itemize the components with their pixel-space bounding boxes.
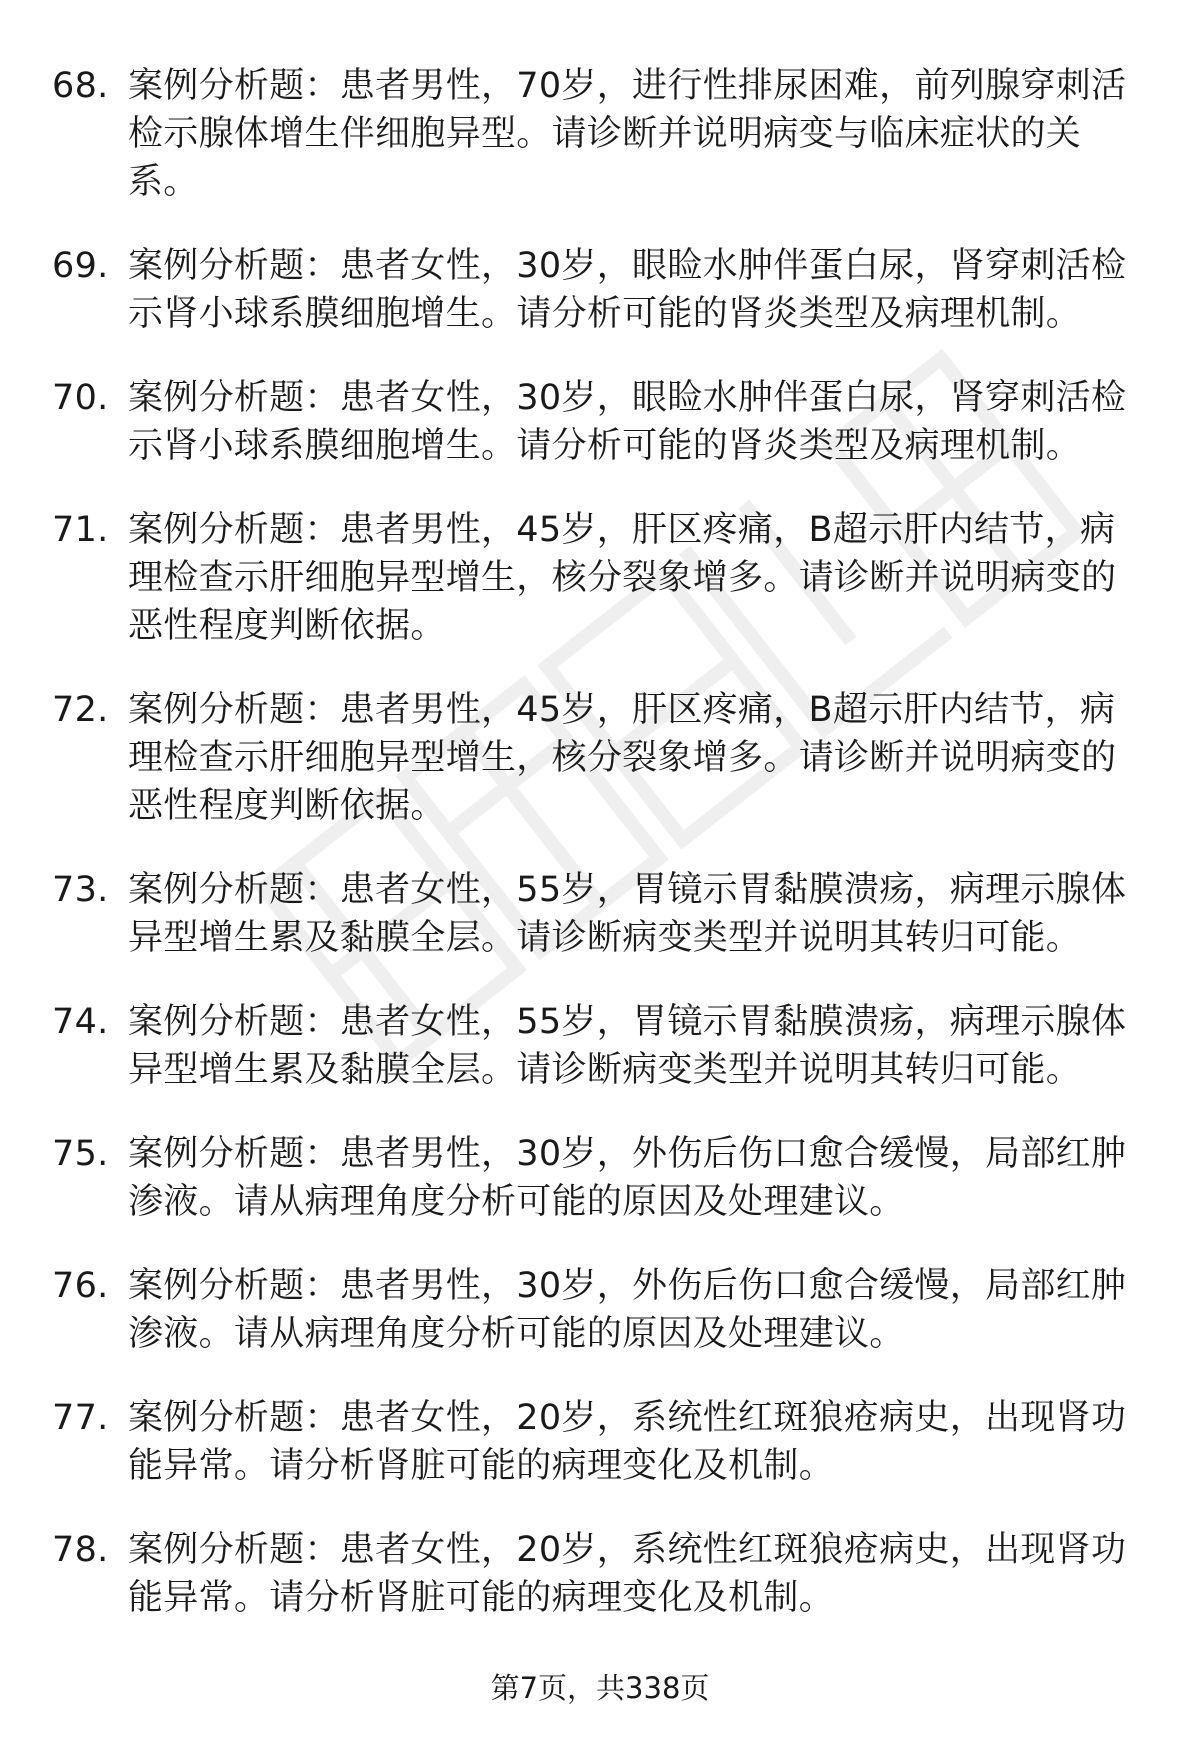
question-number: 71. [52,510,109,550]
question-number: 76. [52,1266,109,1306]
question-number: 77. [52,1398,109,1438]
question-number: 72. [52,690,109,730]
question-list [0,62,1200,1622]
question-item [0,62,1200,206]
question-number: 73. [52,870,109,910]
question-number: 78. [52,1530,109,1570]
question-item [0,1262,1200,1358]
question-text: 案例分析题：患者女性，20岁，系统性红斑狼疮病史，出现肾功能异常。请分析肾脏可能的病理变化及机制。 [128,1398,1127,1486]
question-text: 案例分析题：患者女性，20岁，系统性红斑狼疮病史，出现肾功能异常。请分析肾脏可能的病理变化及机制。 [128,1530,1127,1618]
question-text: 案例分析题：患者女性，55岁，胃镜示胃黏膜溃疡，病理示腺体异型增生累及黏膜全层。请诊断病变类型并说明其转归可能。 [128,1002,1127,1090]
question-item [0,1526,1200,1622]
page-number-footer: 第7页，共338页 [490,1671,710,1705]
question-item [0,866,1200,962]
question-item [0,1394,1200,1490]
question-number: 69. [52,246,109,286]
question-item [0,374,1200,470]
question-text: 案例分析题：患者男性，30岁，外伤后伤口愈合缓慢，局部红肿渗液。请从病理角度分析可能的原因及处理建议。 [128,1134,1127,1222]
question-text: 案例分析题：患者男性，30岁，外伤后伤口愈合缓慢，局部红肿渗液。请从病理角度分析可能的原因及处理建议。 [128,1266,1127,1354]
question-item [0,506,1200,650]
question-number: 75. [52,1134,109,1174]
question-item [0,1130,1200,1226]
question-text: 案例分析题：患者女性，30岁，眼睑水肿伴蛋白尿，肾穿刺活检示肾小球系膜细胞增生。请分析可能的肾炎类型及病理机制。 [128,246,1127,334]
question-text: 案例分析题：患者男性，45岁，肝区疼痛，B超示肝内结节，病理检查示肝细胞异型增生，核分裂象增多。请诊断并说明病变的恶性程度判断依据。 [128,510,1117,646]
question-item [0,686,1200,830]
question-text: 案例分析题：患者女性，55岁，胃镜示胃黏膜溃疡，病理示腺体异型增生累及黏膜全层。请诊断病变类型并说明其转归可能。 [128,870,1127,958]
question-number: 74. [52,1002,109,1042]
question-item [0,998,1200,1094]
question-number: 68. [52,66,109,106]
question-item [0,242,1200,338]
question-number: 70. [52,378,109,418]
question-text: 案例分析题：患者女性，30岁，眼睑水肿伴蛋白尿，肾穿刺活检示肾小球系膜细胞增生。请分析可能的肾炎类型及病理机制。 [128,378,1127,466]
question-text: 案例分析题：患者男性，45岁，肝区疼痛，B超示肝内结节，病理检查示肝细胞异型增生，核分裂象增多。请诊断并说明病变的恶性程度判断依据。 [128,690,1117,826]
question-text: 案例分析题：患者男性，70岁，进行性排尿困难，前列腺穿刺活检示腺体增生伴细胞异型。请诊断并说明病变与临床症状的关系。 [128,66,1127,202]
